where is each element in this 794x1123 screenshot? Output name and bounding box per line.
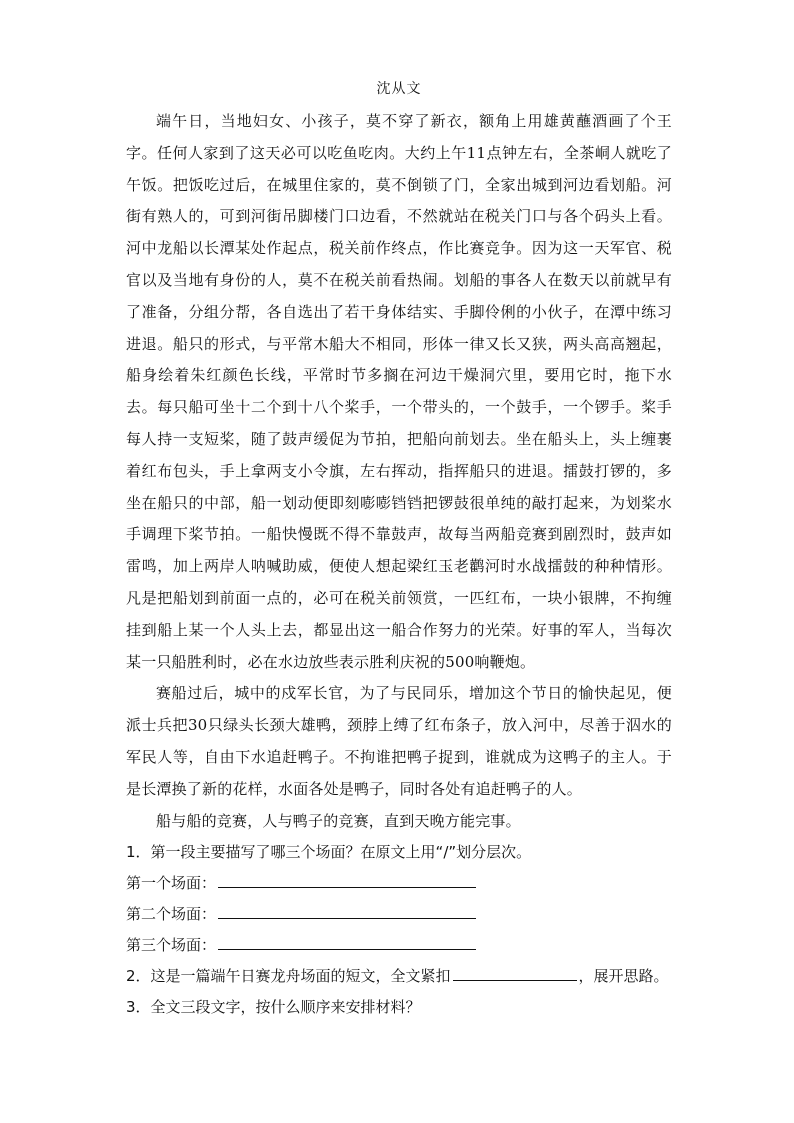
paragraph-3: 船与船的竞赛，人与鸭子的竞赛，直到天晚方能完事。 <box>156 811 521 830</box>
question-1: 1．第一段主要描写了哪三个场面？在原文上用“/”划分层次。 <box>126 843 532 862</box>
document-content <box>126 78 672 1023</box>
answer-row-1 <box>126 868 672 899</box>
answer-label-1: 第一个场面： <box>126 874 217 893</box>
question-3: 3．全文三段文字，按什么顺序来安排材料？ <box>126 998 421 1017</box>
answer-blank-3[interactable] <box>218 931 476 950</box>
answer-label-2: 第二个场面： <box>126 905 217 924</box>
question-2 <box>126 961 672 992</box>
question-2-before: 2．这是一篇端午日赛龙舟场面的短文，全文紧扣 <box>126 967 451 986</box>
answer-label-3: 第三个场面： <box>126 936 217 955</box>
paragraph-1: 端午日，当地妇女、小孩子，莫不穿了新衣，额角上用雄黄蘸酒画了个王字。任何人家到了这天必可以吃鱼吃肉。大约上午11点钟左右，全茶峒人就吃了午饭。把饭吃过后，在城里住家的，莫不倒锁了门，全家出城到河边看划船。河街有熟人的，可到河街吊脚楼门口边看，不然就站在税关门口与各个码头上看。河中龙船以长潭某处作起点，税关前作终点，作比赛竞争。因为这一天军官、税官以及当地有身份的人，莫不在税关前看热闹。划船的事各人在数天以前就早有了准备，分组分帮，各自选出了若干身体结实、手脚伶俐的小伙子，在潭中练习进退。船只的形式，与平常木船大不相同，形体一律又长又狭，两头高高翘起，船身绘着朱红颜色长线，平常时节多搁在河边干燥洞穴里，要用它时，拖下水去。每只船可坐十二个到十八个桨手，一个带头的，一个鼓手，一个锣手。桨手每人持一支短桨，随了鼓声缓促为节拍，把船向前划去。坐在船头上，头上缠裹着红布包头，手上拿两支小令旗，左右挥动，指挥船只的进退。擂鼓打锣的，多坐在船只的中部，船一划动便即刻嘭嘭铛铛把锣鼓很单纯的敲打起来，为划桨水手调理下桨节拍。一船快慢既不得不靠鼓声，故每当两船竞赛到剧烈时，鼓声如雷鸣，加上两岸人呐喊助威，便使人想起梁红玉老鹳河时水战擂鼓的种种情形。凡是把船划到前面一点的，必可在税关前领赏，一匹红布，一块小银牌，不拘缠挂到船上某一个人头上去，都显出这一船合作努力的光荣。好事的军人，当每次某一只船胜利时，必在水边放些表示胜利庆祝的500响鞭炮。 <box>126 112 672 671</box>
answer-blank-2[interactable] <box>218 900 476 919</box>
answer-blank-1[interactable] <box>218 869 476 888</box>
question-2-after: ，展开思路。 <box>578 967 669 986</box>
paragraph-2: 赛船过后，城中的戍军长官，为了与民同乐，增加这个节日的愉快起见，便派士兵把30只绿头长颈大雄鸭，颈脖上缚了红布条子，放入河中，尽善于泅水的军民人等，自由下水追赶鸭子。不拘谁把鸭子捉到，谁就成为这鸭子的主人。于是长潭换了新的花样，水面各处是鸭子，同时各处有追赶鸭子的人。 <box>126 684 672 798</box>
answer-row-2 <box>126 899 672 930</box>
question-2-blank[interactable] <box>453 962 577 981</box>
answer-row-3 <box>126 930 672 961</box>
document-title: 沈从文 <box>376 81 422 97</box>
